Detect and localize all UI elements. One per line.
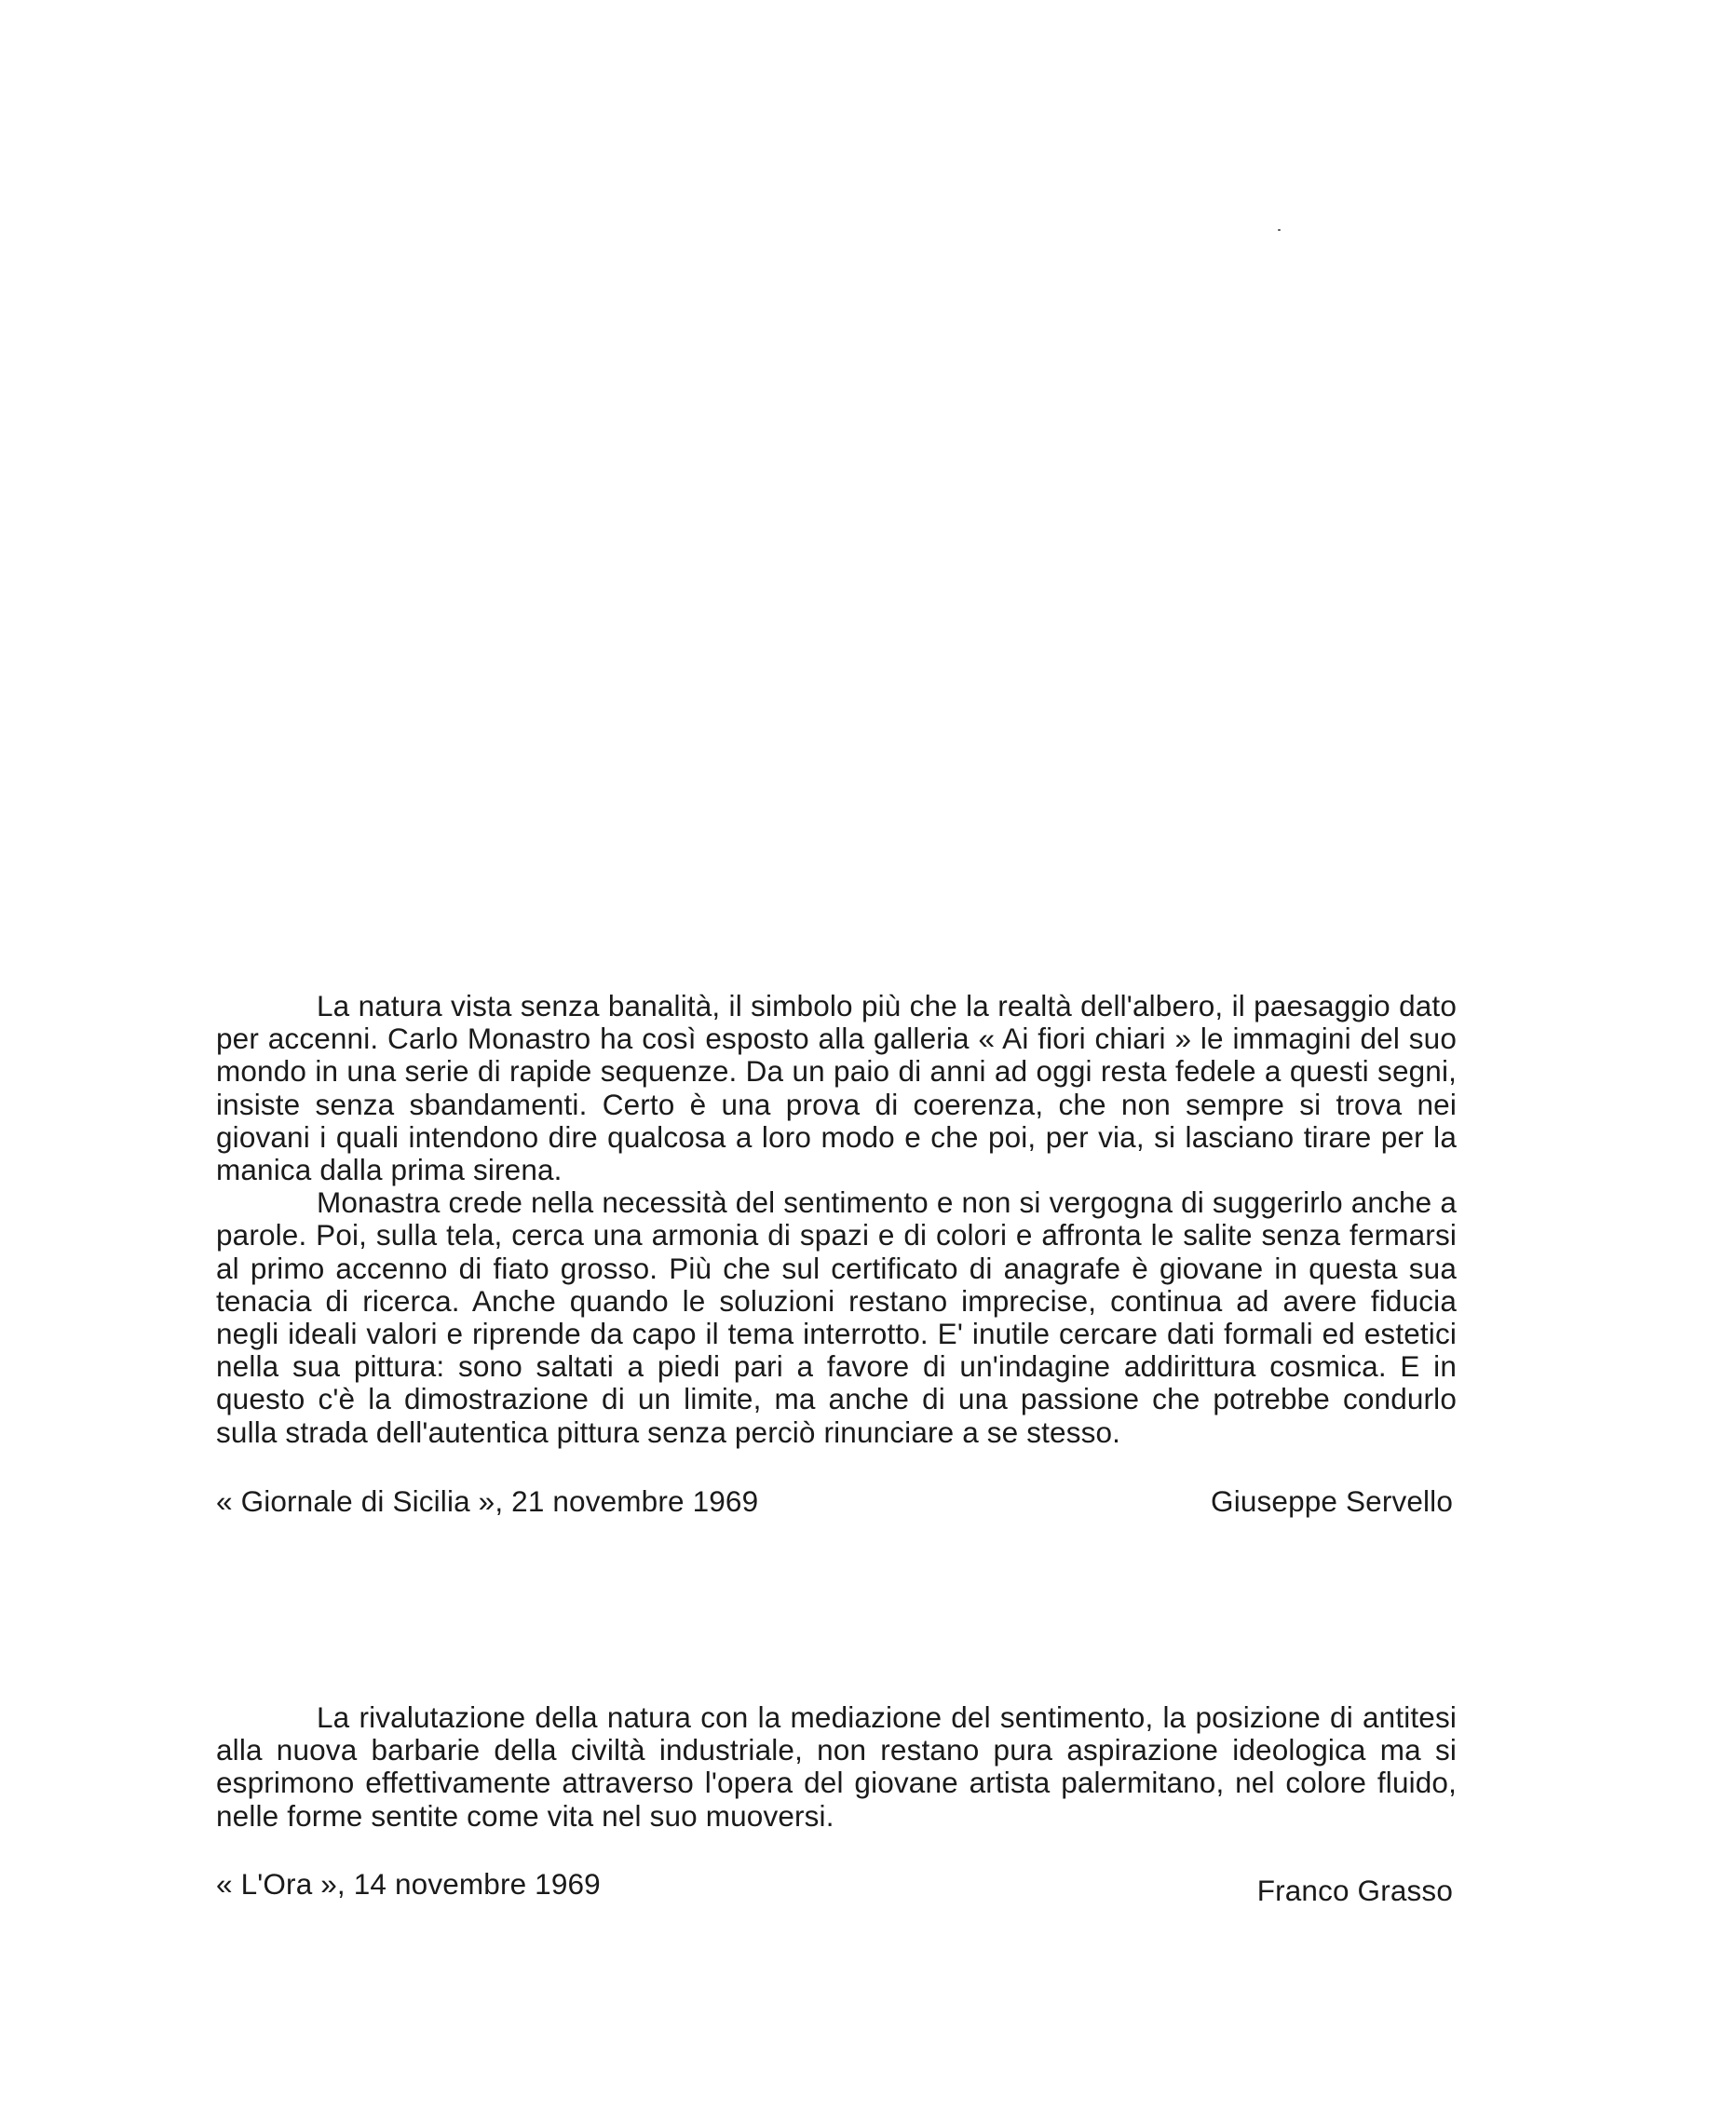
review-l-ora [216, 1700, 1457, 1907]
review-giornale-di-sicilia [216, 990, 1457, 1518]
review-paragraph: La rivalutazione della natura con la mediazione del sentimento, la posizione di antitesi alla nuova barbarie della civiltà industriale, non restano pura aspirazione ideologica ma si esprimono effettivamente attraverso l'opera del giovane artista palermitano, nel colore fluido, nelle forme sentite come vita nel suo muoversi. [216, 1700, 1457, 1833]
review-source: « Giornale di Sicilia », 21 novembre 1969 [216, 1483, 759, 1518]
review-author: Giuseppe Servello [1211, 1483, 1453, 1518]
review-author: Franco Grasso [1256, 1873, 1453, 1907]
review-credit [216, 1866, 1457, 1907]
review-paragraph: Monastra crede nella necessità del sentimento e non si vergogna di suggerirlo anche a parole. Poi, sulla tela, cerca una armonia di spazi e di colori e affronta le salite senza fermarsi al primo accenno di fiato grosso. Più che sul certificato di anagrafe è giovane in questa sua tenacia di ricerca. Anche quando le soluzioni restano imprecise, continua ad avere fiducia negli ideali valori e riprende da capo il tema interrotto. E' inutile cercare dati formali ed estetici nella sua pittura: sono saltati a piedi pari a favore di un'indagine addirittura cosmica. E in questo c'è la dimostrazione di un limite, ma anche di una passione che potrebbe condurlo sulla strada dell'autentica pittura senza perciò rinunciare a se stesso. [216, 1185, 1457, 1449]
review-source: « L'Ora », 14 novembre 1969 [216, 1866, 601, 1901]
scan-speck [1278, 229, 1281, 231]
review-credit [216, 1484, 1457, 1518]
review-paragraph: La natura vista senza banalità, il simbolo più che la realtà dell'albero, il paesaggio dato per accenni. Carlo Monastro ha così esposto alla galleria « Ai fiori chiari » le immagini del suo mondo in una serie di rapide sequenze. Da un paio di anni ad oggi resta fedele a questi segni, insiste senza sbandamenti. Certo è una prova di coerenza, che non sempre si trova nei giovani i quali intendono dire qualcosa a loro modo e che poi, per via, si lasciano tirare per la manica dalla prima sirena. [216, 989, 1457, 1187]
